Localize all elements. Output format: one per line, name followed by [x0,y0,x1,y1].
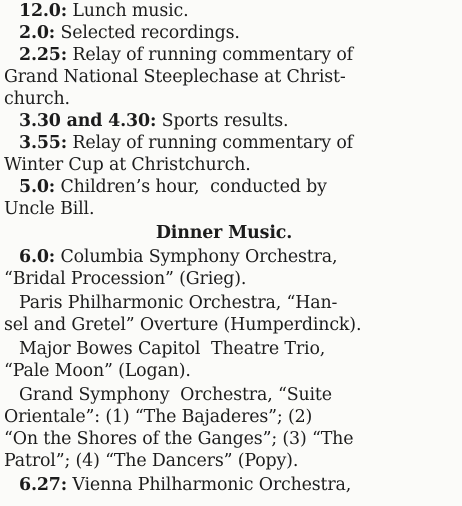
item-text-line: Orientale”: (1) “The Bajaderes”; (2) [4,407,313,427]
time-label: 3.30 and 4.30: [19,111,157,131]
item-text: Children’s hour, conducted by [55,177,327,197]
programme-item-lunch [19,0,188,22]
item-text: Relay of running commentary of [67,133,353,153]
time-label: 6.0: [19,247,56,267]
time-label: 2.25: [19,45,68,65]
item-text-line: church. [4,89,70,109]
programme-item-recordings [19,22,240,44]
section-heading-dinner-music: Dinner Music. [155,223,293,243]
programme-item-winter-cup [19,132,353,154]
item-text: Lunch music. [67,1,189,21]
item-text: Relay of running commentary of [67,45,353,65]
item-text-line: Uncle Bill. [4,199,95,219]
programme-item-vienna [19,474,351,496]
item-text-line: Grand National Steeplechase at Christ- [4,67,346,87]
time-label: 3.55: [19,133,68,153]
item-text-line: “Pale Moon” (Logan). [4,361,191,381]
item-text: Sports results. [156,111,289,131]
item-text: Columbia Symphony Orchestra, [55,247,338,267]
time-label: 6.27: [19,475,68,495]
programme-item-sports [19,110,288,132]
programme-item-bowes: Major Bowes Capitol Theatre Trio, [19,339,326,359]
time-label: 12.0: [19,1,68,21]
programme-item-paris: Paris Philharmonic Orchestra, “Han- [19,293,338,313]
item-text-line: Patrol”; (4) “The Dancers” (Popy). [4,451,299,471]
programme-item-columbia [19,246,337,268]
item-text-line: Winter Cup at Christchurch. [4,155,251,175]
item-text: Selected recordings. [55,23,240,43]
item-text-line: sel and Gretel” Overture (Humperdinck). [4,315,362,335]
programme-item-grand-national [19,44,353,66]
item-text: Vienna Philharmonic Orchestra, [67,475,352,495]
time-label: 2.0: [19,23,56,43]
programme-item-grand-symphony: Grand Symphony Orchestra, “Suite [19,385,332,405]
item-text-line: “Bridal Procession” (Grieg). [4,269,247,289]
item-text-line: “On the Shores of the Ganges”; (3) “The [4,429,354,449]
programme-item-childrens-hour [19,176,327,198]
time-label: 5.0: [19,177,56,197]
